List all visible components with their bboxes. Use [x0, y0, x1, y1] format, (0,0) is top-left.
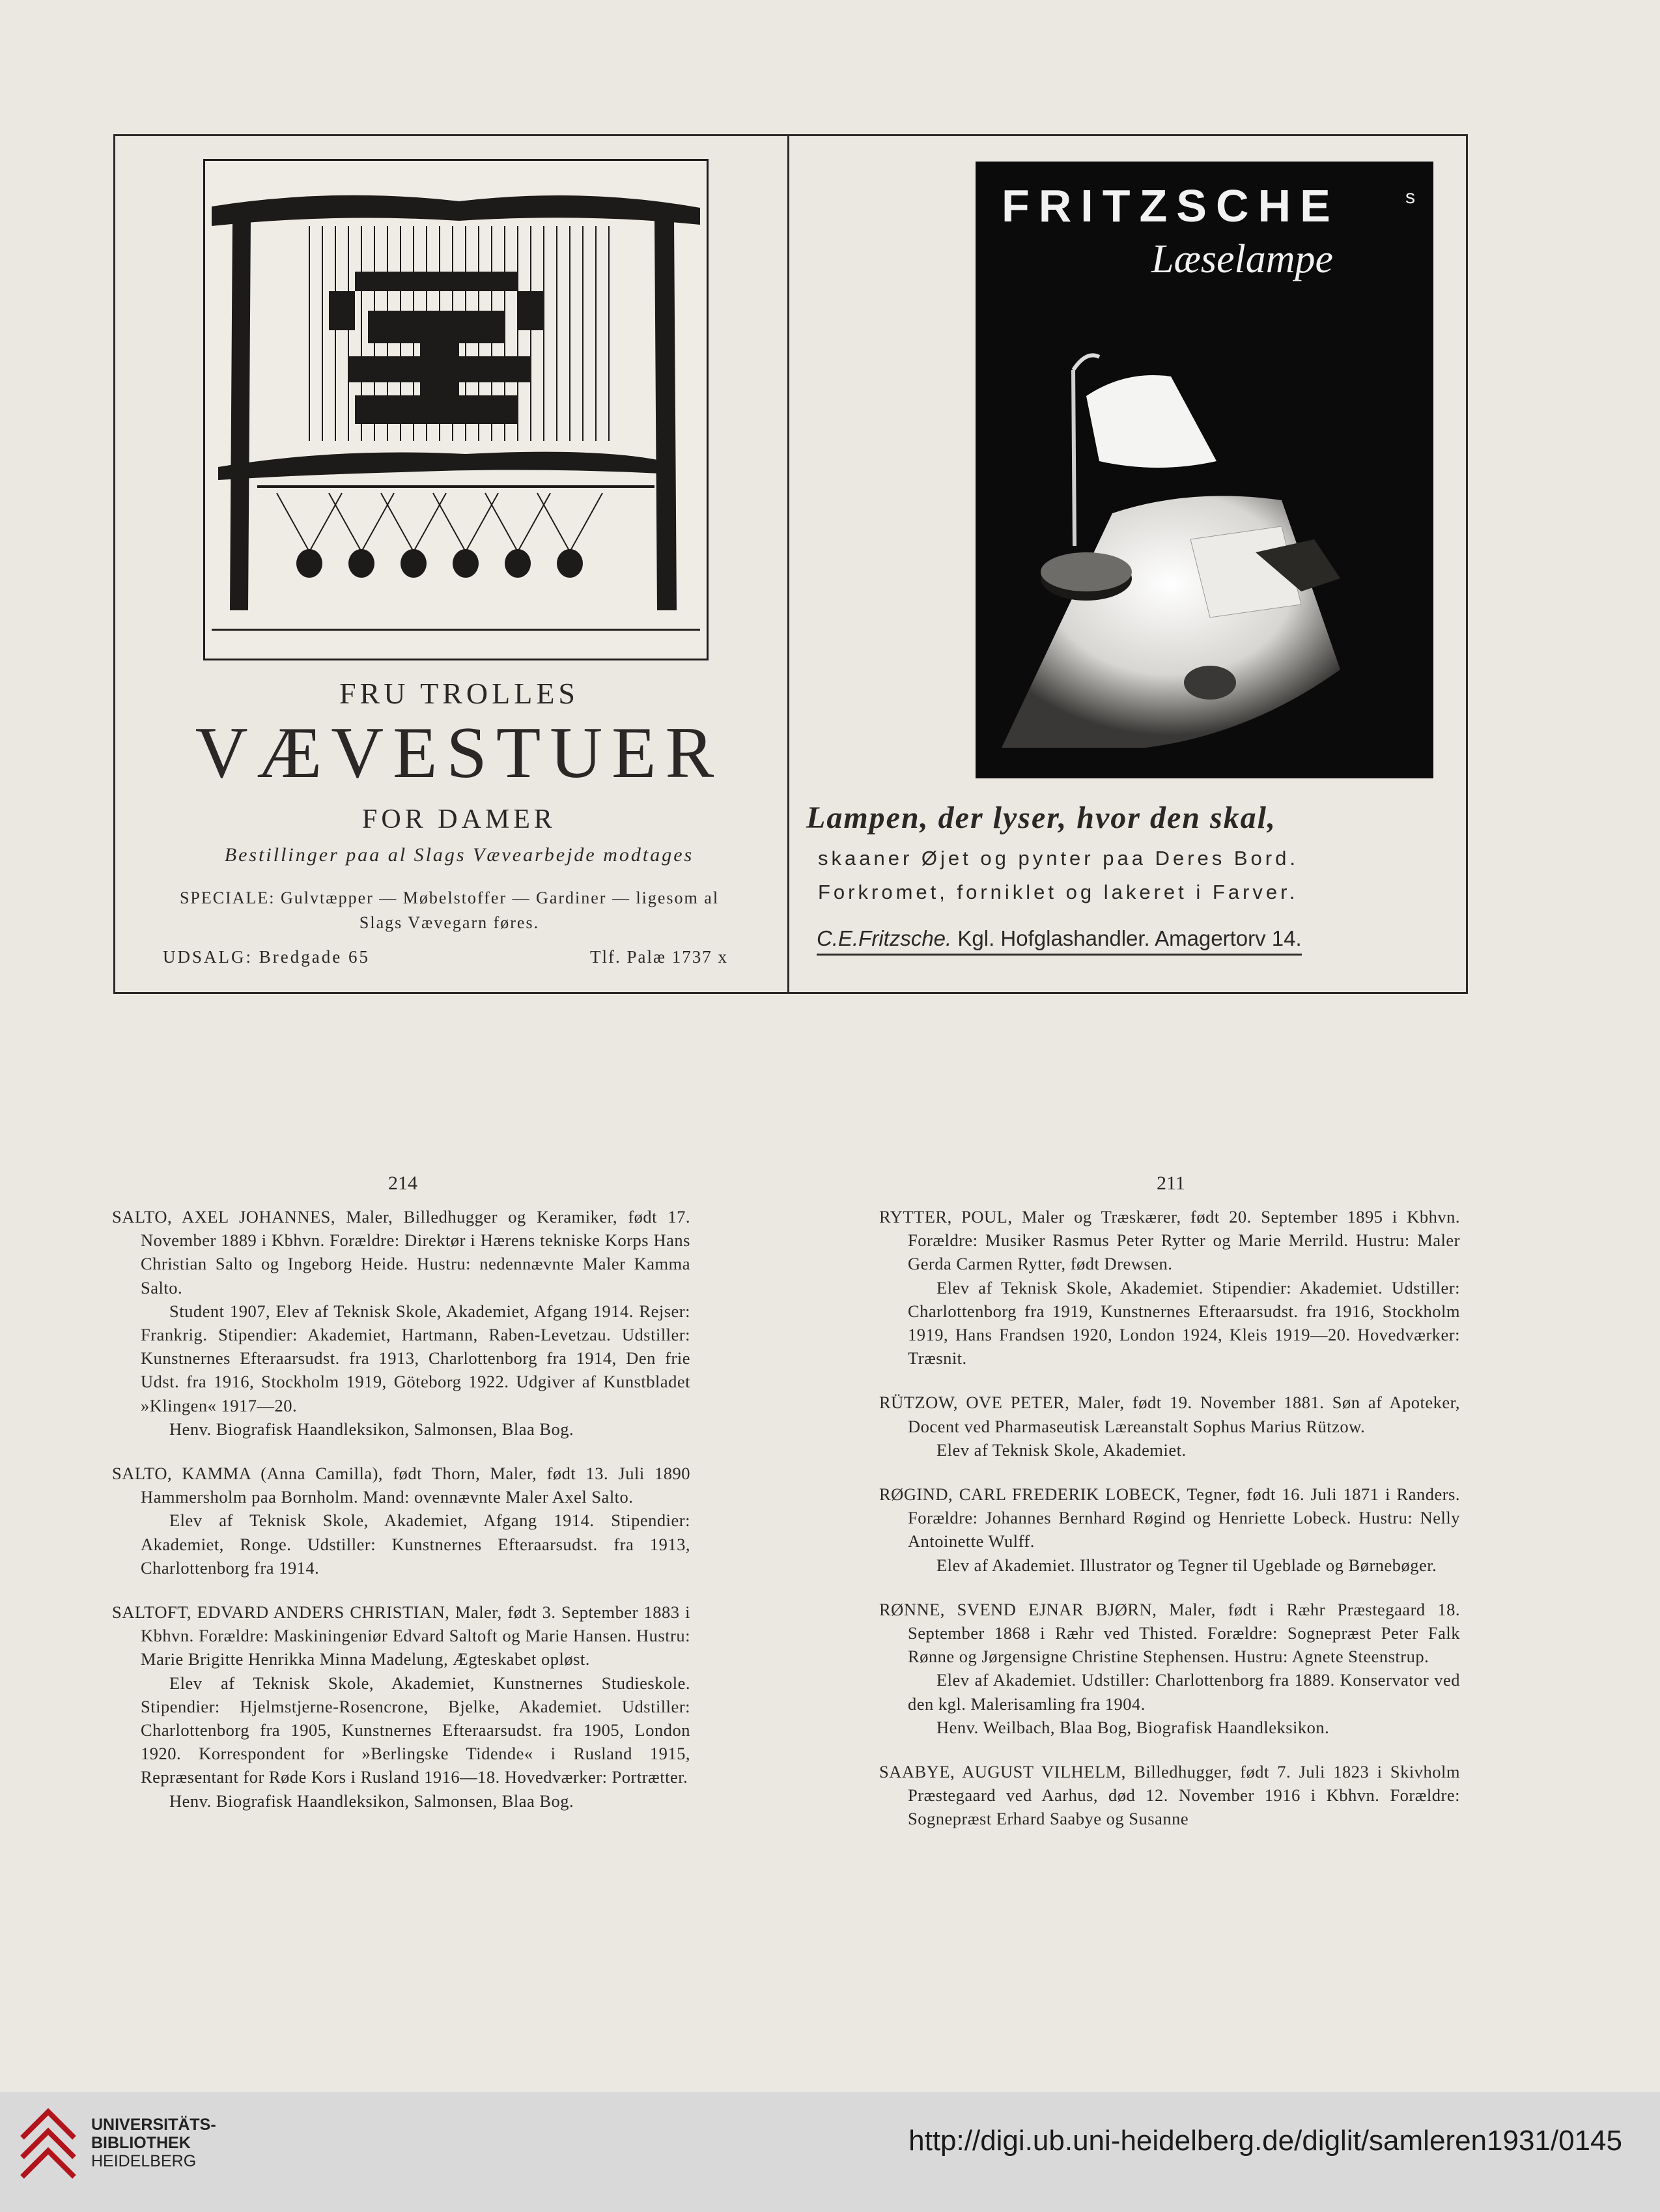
- page-number-right: 211: [1157, 1172, 1185, 1194]
- logo-line-1: UNIVERSITÄTS-: [91, 2116, 216, 2134]
- poster-brand: FRITZSCHE: [1002, 180, 1340, 231]
- biography-entry: [879, 1391, 1460, 1462]
- entry-body: Elev af Teknisk Skole, Akademiet.: [936, 1439, 1187, 1460]
- university-library-logo-icon: [16, 2105, 81, 2183]
- loom-illustration: [203, 159, 709, 660]
- left-column: [112, 1205, 690, 1834]
- ad-description-line-1: skaaner Øjet og pynter paa Deres Bord.: [818, 847, 1299, 870]
- ad-firm-rest: Kgl. Hofglashandler. Amagertorv 14.: [951, 926, 1302, 950]
- loom-drawing: [205, 161, 707, 659]
- entry-heading: SALTO, KAMMA (Anna Camilla), født Thorn, Maler, født 13. Juli 1890 Hammersholm paa Bornholm. Mand: ovennævnte Maler Axel Salto.: [112, 1464, 690, 1507]
- entry-heading: RYTTER, POUL, Maler og Træskærer, født 20. September 1895 i Kbhvn. Forældre: Musiker Rasmus Peter Rytter og Marie Merrild. Hustru: Maler Gerda Carmen Rytter, født Drewsen.: [879, 1207, 1460, 1274]
- ad-firm-address: [817, 926, 1302, 956]
- ad-firm-name: C.E.Fritzsche.: [817, 926, 952, 950]
- biography-entry: [112, 1462, 690, 1580]
- entry-heading: SALTOFT, EDVARD ANDERS CHRISTIAN, Maler, født 3. September 1883 i Kbhvn. Forældre: Maskiningeniør Edvard Saltoft og Marie Hansen. Hustru: Marie Brigitte Henrikka Minna Madelung, Ægteskabet opløst.: [112, 1602, 690, 1669]
- entry-heading: RØGIND, CARL FREDERIK LOBECK, Tegner, født 16. Juli 1871 i Randers. Forældre: Johannes Bernhard Røgind og Henriette Lobeck. Hustru: Nelly Antoinette Wulff.: [879, 1484, 1460, 1552]
- entry-heading: SALTO, AXEL JOHANNES, Maler, Billedhugger og Keramiker, født 17. November 1889 i Kbhvn. Forældre: Direktør i Hærens tekniske Korps Hans Christian Salto og Ingeborg Heide. Hustru: nedennævnte Maler Kamma Salto.: [112, 1207, 690, 1297]
- entry-body: Elev af Teknisk Skole, Akademiet. Stipendier: Akademiet. Udstiller: Charlottenborg fra 1919, Kunstnernes Efteraarsudst. fra 1916, Stockholm 1919, Hans Frandsen 1920, London 1924, Kleis 1919—20. Hovedværker: Træsnit.: [908, 1277, 1460, 1368]
- entry-body: Elev af Teknisk Skole, Akademiet, Kunstnernes Studieskole. Stipendier: Hjelmstjerne-Rosencrone, Bjelke, Akademiet. Udstiller: Charlottenborg fra 1905, Kunstnernes Efteraarsudst. fra 1905, London 1920. Korrespondent for »Berlingske Tidende« i Rusland 1915, Repræsentant for Røde Kors i Rusland 1916—18. Hovedværker: Portrætter.: [141, 1673, 690, 1787]
- lamp-poster-image: [976, 162, 1433, 778]
- entry-heading: SAABYE, AUGUST VILHELM, Billedhugger, født 7. Juli 1823 i Skivholm Præstegaard ved Aarhus, død 12. November 1916 i Kbhvn. Forældre: Sognepræst Erhard Saabye og Susanne: [879, 1762, 1460, 1829]
- biography-entry: [879, 1598, 1460, 1739]
- ad-speciale-line: SPECIALE: Gulvtæpper — Møbelstoffer — Gardiner — ligesom al Slags Vævegarn føres.: [179, 888, 720, 932]
- entry-heading: RØNNE, SVEND EJNAR BJØRN, Maler, født i Ræhr Præstegaard 18. September 1868 i Ræhr ved Thisted. Forældre: Sognepræst Peter Falk Rønne og Jørgensigne Christine Stephensen. Hustru: Agnete Steenstrup.: [879, 1599, 1460, 1667]
- biography-entry: [879, 1205, 1460, 1370]
- right-column: [879, 1205, 1460, 1852]
- ad-subtitle-for-damer: FOR DAMER: [362, 804, 556, 834]
- entry-reference: Henv. Biografisk Haandleksikon, Salmonsen, Blaa Bog.: [169, 1419, 574, 1439]
- source-url-link[interactable]: http://digi.ub.uni-heidelberg.de/diglit/samleren1931/0145: [908, 2125, 1622, 2157]
- entry-body: Elev af Akademiet. Udstiller: Charlottenborg fra 1889. Konservator ved den kgl. Malerisamling fra 1904.: [908, 1670, 1460, 1714]
- lamp-illustration: [976, 162, 1433, 778]
- ad-description-line-2: Forkromet, forniklet og lakeret i Farver.: [818, 881, 1299, 903]
- ad-telephone: Tlf. Palæ 1737 x: [590, 947, 728, 967]
- ad-tagline: Lampen, der lyser, hvor den skal,: [806, 801, 1276, 835]
- logo-line-2: BIBLIOTHEK: [91, 2134, 191, 2152]
- entry-heading: RÜTZOW, OVE PETER, Maler, født 19. November 1881. Søn af Apoteker, Docent ved Pharmaseutisk Læreanstalt Sophus Marius Rützow.: [879, 1393, 1460, 1436]
- entry-body: Elev af Akademiet. Illustrator og Tegner til Ugeblade og Børnebøger.: [936, 1555, 1437, 1575]
- page-number-left: 214: [388, 1172, 417, 1194]
- entry-reference: Henv. Weilbach, Blaa Bog, Biografisk Haandleksikon.: [936, 1717, 1330, 1737]
- entry-reference: Henv. Biografisk Haandleksikon, Salmonsen, Blaa Bog.: [169, 1791, 574, 1811]
- poster-script: Læselampe: [1151, 237, 1333, 281]
- biography-entry: [112, 1600, 690, 1813]
- logo-line-3: HEIDELBERG: [91, 2152, 197, 2170]
- biography-entry: [879, 1760, 1460, 1831]
- entry-body: Elev af Teknisk Skole, Akademiet, Afgang 1914. Stipendier: Akademiet, Ronge. Udstiller: Kunstnernes Efteraarsudst. fra 1913, Charlottenborg fra 1914.: [141, 1510, 690, 1578]
- poster-brand-s: s: [1405, 186, 1415, 208]
- entry-body: Student 1907, Elev af Teknisk Skole, Akademiet, Afgang 1914. Rejser: Frankrig. Stipendier: Akademiet, Hartmann, Raben-Levetzau. Udstiller: Kunstnernes Efteraarsudst. fra 1913, Charlottenborg fra 1914, Den frie Udst. fra 1916, Stockholm 1919, Göteborg 1922. Udgiver af Kunstbladet »Klingen« 1917—20.: [141, 1301, 690, 1415]
- biography-entry: [879, 1482, 1460, 1577]
- university-library-name: [91, 2116, 216, 2170]
- ad-orders-line: Bestillinger paa al Slags Vævearbejde modtages: [224, 844, 694, 866]
- ad-udsalg-address: UDSALG: Bredgade 65: [163, 947, 370, 967]
- ad-heading-fru-trolles: FRU TROLLES: [339, 677, 580, 710]
- ad-title-vaevestuer: VÆVESTUER: [195, 713, 724, 793]
- biography-entry: [112, 1205, 690, 1441]
